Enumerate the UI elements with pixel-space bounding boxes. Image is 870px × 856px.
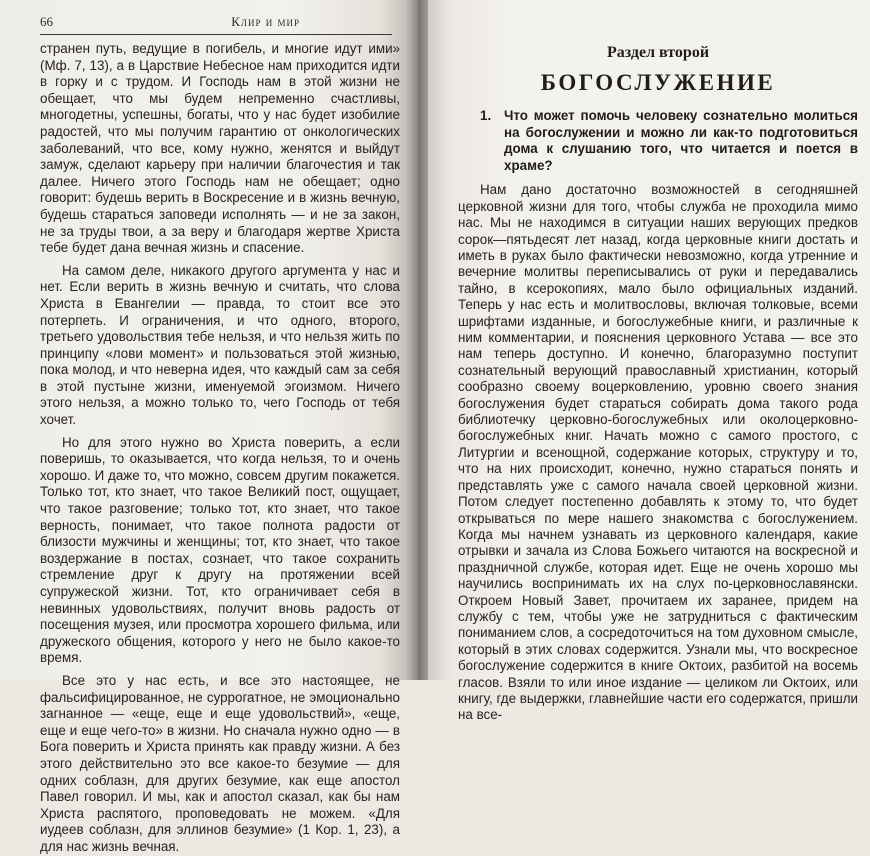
- right-page: [428, 0, 870, 723]
- left-page-text: [40, 41, 400, 856]
- paragraph: На самом деле, никакого другого аргумента у нас и нет. Если верить в жизнь вечную и считать, что слова Христа в Евангелии — правда, то стоит все это потерпеть. И ограничения, и что одного, второго, третьего удовольствия тебе нельзя, и что нельзя жить по принципу «лови момент» и пользоваться этой жизнью, пока молод, и что неверна идея, что каждый сам за себя в этой пустыне жизни, именуемой эгоизмом. Ничего этого нельзя, а можно только то, чего Господь от тебя хочет.: [40, 262, 400, 428]
- question-heading: [458, 108, 858, 174]
- paragraph: Нам дано достаточно возможностей в сегодняшней церковной жизни для того, чтобы служба не проходила мимо нас. Мы не находимся в ситуации наших верующих предков сорок—пятьдесят лет назад, когда церковные книги достать и иметь в руках было фактически невозможно, когда утренние и вечерние молитвы переписывались от руки и передавались тайно, в ксерокопиях, мало было официальных изданий. Теперь у нас есть и молитвословы, включая толковые, всеми шрифтами изданные, и богослужебные книги, и различные к ним комментарии, и пояснения церковного Устава — все это нам теперь доступно. И конечно, благоразумно поступит сознательный верующий православный христианин, который сообразно своему воцерковлению, уровню своего знания богослужения будет стараться собирать дома такого рода библиотечку церковно-богослужебных или околоцерковно-богослужебных книг. Начать можно с самого простого, с Литургии и всенощной, содержание которых, структуру и то, что на них происходит, конечно, нужно стараться понять и представлять уже с самого начала своей церковной жизни. Потом следует постепенно добавлять к этому то, что будет открываться по мере нашего знакомства с богослужением. Когда мы начнем узнавать из церковного календаря, какие отрывки и зачала из Слова Божьего читаются на воскресной и праздничной службе, которая идет. Еще не очень хорошо мы научились воспринимать их на слух по-церковнославянски. Откроем Новый Завет, прочитаем их заранее, придем на службу с тем, чтобы уже не затрудниться с фактическим пониманием слов, а сосредоточиться на том духовном смысле, который в этих словах содержится. Узнали мы, что воскресное богослужение содержится в книге Октоих, разбитой на восемь гласов. Взяли то или иное издание — целиком ли Октоих, или книгу, где выдержки, главнейшие части его содержатся, пришли на все-: [458, 182, 858, 723]
- page-number: 66: [40, 14, 53, 29]
- paragraph: Все это у нас есть, и все это настоящее, не фальсифицированное, не суррогатное, не эмоционально загнанное — «еще, еще и еще удовольствий», «еще, еще и еще чего-то» в жизни. Но сначала нужно одно — в Бога поверить и Христа принять как правду жизни. А без этого действительно это все какое-то безумие — для одних соблазн, для других безумие, как еще апостол Павел говорил. И мы, как и апостол сказал, как бы нам Христа распятого, проповедовать не можем. «Для иудеев соблазн, для эллинов безумие» (1 Кор. 1, 23), а для нас жизнь вечная.: [40, 672, 400, 854]
- header-rule: [40, 34, 392, 35]
- question-number: 1.: [480, 108, 492, 123]
- paragraph: Но для этого нужно во Христа поверить, а если поверишь, то оказывается, что когда нельзя, то и очень хорошо. И даже то, что можно, совсем другим покажется. Только тот, кто знает, что такое Великий пост, ощущает, что такое разговение; только тот, кто знает, что такое верность, понимает, что такое полнота радости от близости мужчины и женщины; тот, кто знает, что такое воздержание в постах, сознает, что такое сохранить стремление друг к другу на протяжении всей супружеской жизни. Тот, кто ограничивает себя в невинных удовольствиях, получит вновь радость от посещения музея, или просмотра хорошего фильма, или дружеского общения, которого у него не было какое-то время.: [40, 434, 400, 666]
- running-title: Клир и мир: [231, 14, 300, 29]
- running-head: [40, 14, 370, 34]
- left-page: [0, 0, 414, 854]
- paragraph: странен путь, ведущие в погибель, и многие идут ими» (Мф. 7, 13), а в Царствие Небесное нам приходится идти в горку и с трудом. И Господь нам в этой жизни не обещает, что мы будем непременно счастливы, многодетны, успешны, богаты, что у нас будет изобилие радостей, что мы получим гарантию от онкологических заболеваний, что все, кому нужно, женятся и выйдут замуж, сделают карьеру при наличии благочестия и так далее. Ничего этого Господь нам не обещает; одно говорит: будешь верить в Воскресение и в жизнь вечную, будешь стараться заповеди исполнять — и не за закон, не за труды твои, а за веру и благодаря жертве Христа тебе будет дана вечная жизнь и спасение.: [40, 41, 400, 256]
- question-text: Что может помочь человеку сознательно молиться на богослужении и можно ли как-то подготовиться дома к слушанию того, что читается и поется в храме?: [504, 108, 858, 173]
- section-title: БОГОСЛУЖЕНИЕ: [540, 70, 776, 95]
- section-label: Раздел второй: [606, 44, 710, 61]
- right-page-text: [458, 182, 858, 723]
